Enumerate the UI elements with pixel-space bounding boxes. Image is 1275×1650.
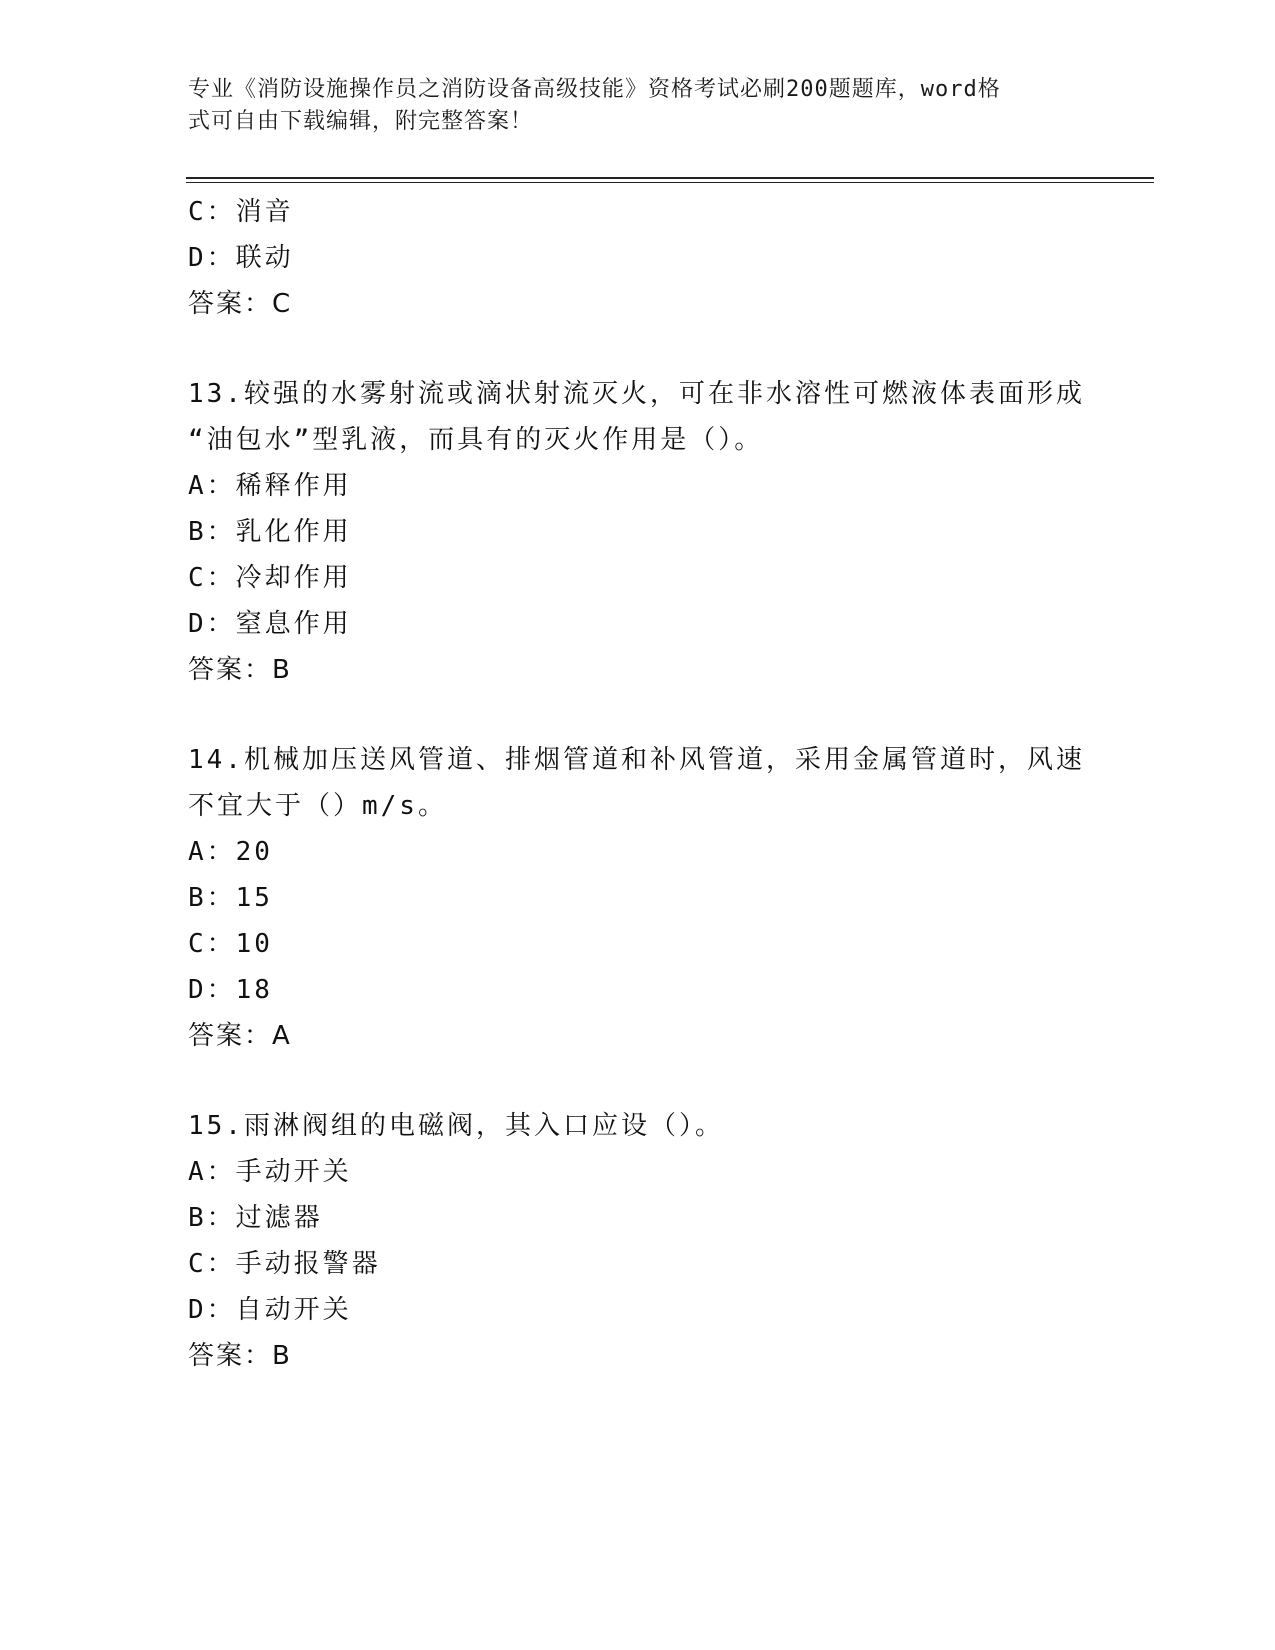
option-b: B：15 bbox=[188, 883, 273, 913]
option-c: C：消音 bbox=[188, 197, 294, 227]
question-stem-line-1: 13.较强的水雾射流或滴状射流灭火，可在非水溶性可燃液体表面形成 bbox=[188, 379, 1085, 409]
option-a: A：20 bbox=[188, 837, 273, 867]
question-stem-line-1: 15.雨淋阀组的电磁阀，其入口应设（）。 bbox=[188, 1111, 724, 1141]
option-c: C：10 bbox=[188, 929, 273, 959]
question-stem-line-1: 14.机械加压送风管道、排烟管道和补风管道，采用金属管道时，风速 bbox=[188, 745, 1085, 775]
document-header bbox=[188, 74, 1078, 138]
header-line-2: 式可自由下载编辑，附完整答案！ bbox=[188, 109, 534, 134]
option-c: C：冷却作用 bbox=[188, 563, 352, 593]
option-a: A：手动开关 bbox=[188, 1157, 352, 1187]
question-13 bbox=[188, 371, 1088, 693]
question-stem-line-2: “油包水”型乳液，而具有的灭火作用是（）。 bbox=[188, 425, 764, 455]
option-d: D：自动开关 bbox=[188, 1295, 352, 1325]
option-b: B：过滤器 bbox=[188, 1203, 323, 1233]
question-content bbox=[188, 189, 1088, 1379]
option-c: C：手动报警器 bbox=[188, 1249, 381, 1279]
option-d: D：联动 bbox=[188, 243, 294, 273]
option-d: D：18 bbox=[188, 975, 273, 1005]
question-14 bbox=[188, 737, 1088, 1059]
question-stem-line-2: 不宜大于（）m/s。 bbox=[188, 791, 447, 821]
header-line-1: 专业《消防设施操作员之消防设备高级技能》资格考试必刷200题题库，word格 bbox=[188, 77, 1001, 102]
answer-line: 答案：C bbox=[188, 289, 293, 319]
question-15 bbox=[188, 1103, 1088, 1379]
header-divider-thin bbox=[186, 182, 1154, 183]
answer-line: 答案：B bbox=[188, 1341, 292, 1371]
header-divider-thick bbox=[186, 177, 1154, 179]
continued-question-12 bbox=[188, 189, 1088, 327]
option-b: B：乳化作用 bbox=[188, 517, 352, 547]
option-d: D：窒息作用 bbox=[188, 609, 352, 639]
option-a: A：稀释作用 bbox=[188, 471, 352, 501]
answer-line: 答案：B bbox=[188, 655, 292, 685]
answer-line: 答案：A bbox=[188, 1021, 292, 1051]
